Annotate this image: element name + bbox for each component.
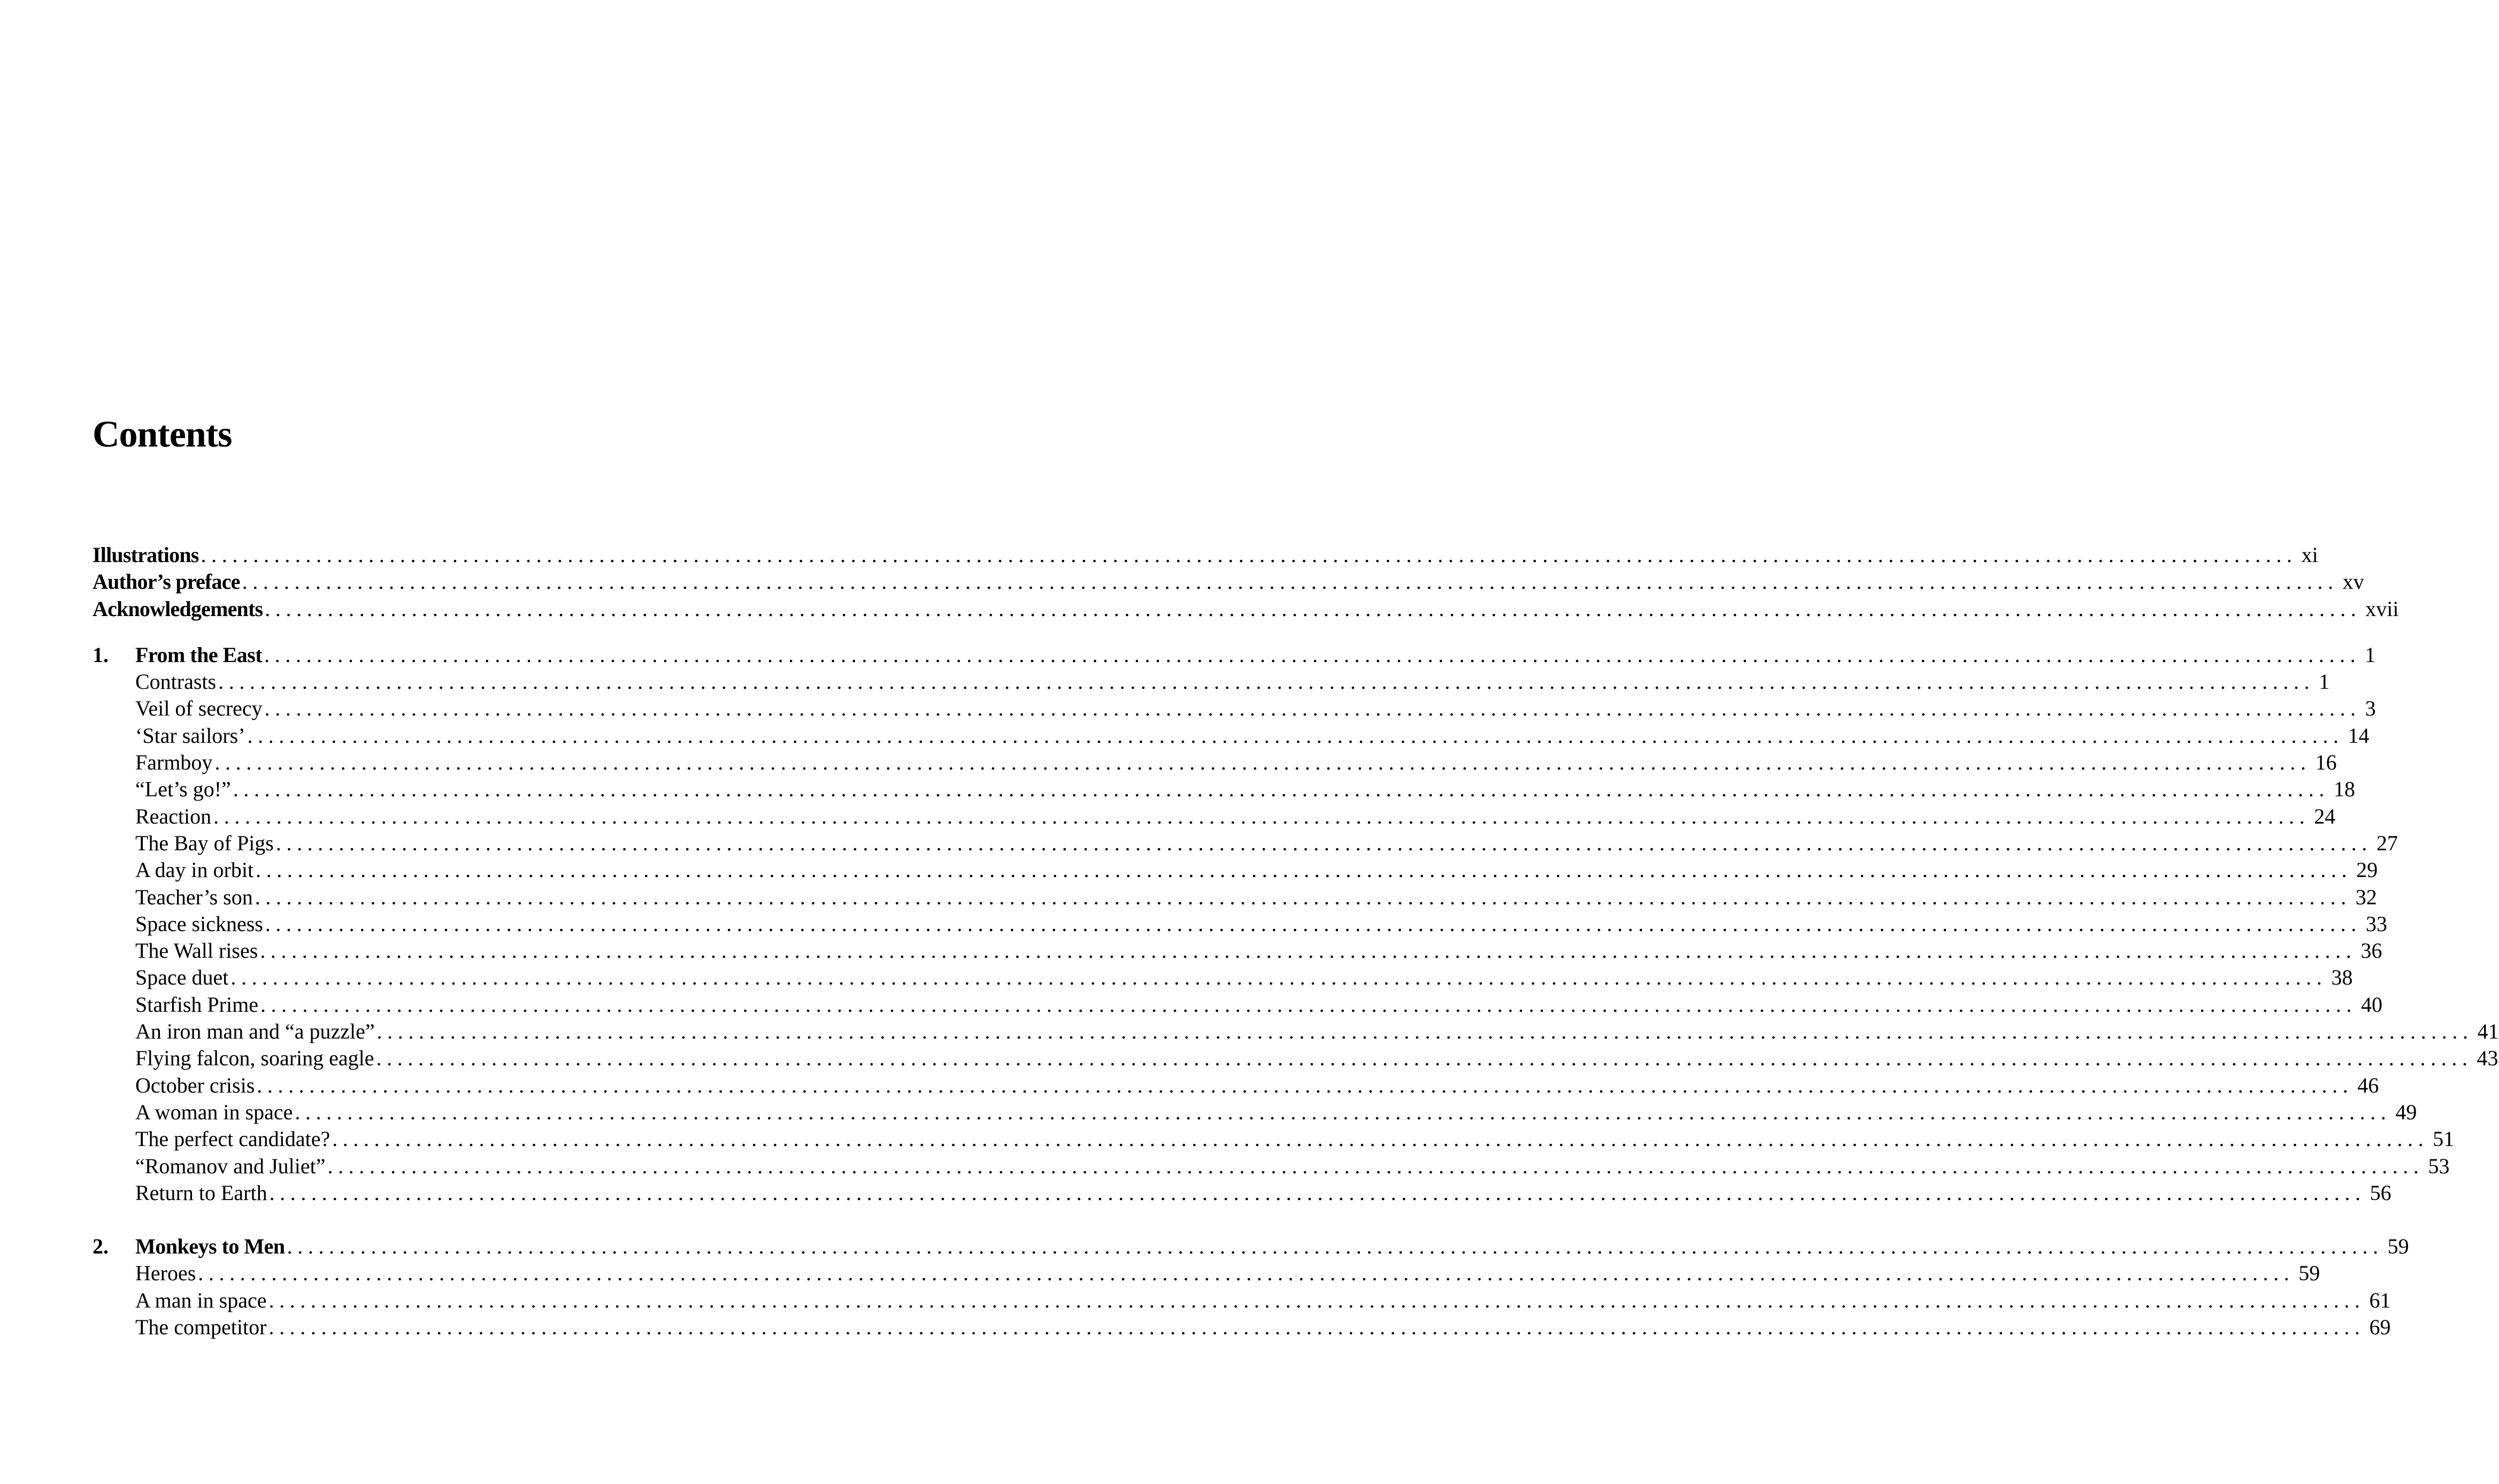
dot-leader: ........................................................................................................................................................................................................: [255, 885, 2351, 909]
toc-section-entry[interactable]: [93, 964, 2353, 991]
toc-entry-authors-preface[interactable]: [93, 568, 2364, 595]
toc-section-entry[interactable]: [93, 1287, 2391, 1314]
dot-leader: ........................................................................................................................................................................................................: [242, 570, 2339, 594]
chapter-number: 2.: [93, 1234, 109, 1259]
toc-section-page: 3: [2365, 696, 2376, 721]
toc-section-title: A man in space: [135, 1288, 267, 1312]
toc-section-page: 56: [2370, 1180, 2392, 1205]
toc-section-page: 51: [2433, 1127, 2455, 1151]
toc-section-title: Heroes: [135, 1261, 196, 1286]
toc-section-entry[interactable]: [93, 1018, 2499, 1045]
dot-leader: ........................................................................................................................................................................................................: [264, 642, 2361, 667]
toc-section-page: 61: [2369, 1288, 2391, 1312]
dot-leader: ........................................................................................................................................................................................................: [268, 1315, 2365, 1340]
toc-section-page: 53: [2428, 1154, 2450, 1178]
dot-leader: ........................................................................................................................................................................................................: [265, 596, 2362, 621]
dot-leader: ........................................................................................................................................................................................................: [247, 723, 2344, 748]
chapter-heading[interactable]: [93, 1233, 2409, 1260]
toc-section-title: The Bay of Pigs: [135, 831, 274, 855]
toc-entry-acknowledgements[interactable]: [93, 596, 2399, 622]
toc-section-title: Farmboy: [135, 750, 213, 775]
toc-section-page: 36: [2360, 939, 2382, 963]
table-of-contents: [93, 542, 2499, 1341]
dot-leader: ........................................................................................................................................................................................................: [213, 804, 2310, 828]
toc-section-page: 46: [2357, 1073, 2379, 1097]
dot-leader: ........................................................................................................................................................................................................: [214, 750, 2311, 775]
toc-section-title: Starfish Prime: [135, 992, 258, 1017]
section-spacer: [93, 622, 899, 642]
toc-section-title: Space sickness: [135, 911, 263, 936]
toc-entry-title: Illustrations: [93, 543, 199, 567]
toc-section-entry[interactable]: [93, 695, 2376, 722]
toc-section-entry[interactable]: [93, 1314, 2391, 1341]
toc-section-page: 40: [2360, 992, 2382, 1017]
toc-section-title: The Wall rises: [135, 939, 258, 963]
chapter-heading[interactable]: [93, 642, 2376, 668]
toc-section-title: A day in orbit: [135, 858, 254, 882]
dot-leader: ........................................................................................................................................................................................................: [257, 1073, 2354, 1097]
dot-leader: ........................................................................................................................................................................................................: [327, 1154, 2424, 1178]
toc-entry-title: Acknowledgements: [93, 596, 263, 621]
toc-section-entry[interactable]: [93, 857, 2378, 883]
toc-section-title: An iron man and “a puzzle”: [135, 1019, 375, 1044]
dot-leader: ........................................................................................................................................................................................................: [260, 992, 2357, 1017]
toc-section-page: 18: [2333, 777, 2355, 802]
toc-section-title: Reaction: [135, 804, 212, 828]
toc-section-title: A woman in space: [135, 1099, 293, 1124]
chapter-number: 1.: [93, 642, 109, 667]
toc-section-page: 33: [2365, 911, 2387, 936]
dot-leader: ........................................................................................................................................................................................................: [268, 1288, 2365, 1312]
toc-section-entry[interactable]: [93, 911, 2387, 937]
chapter-title: From the East: [135, 642, 263, 667]
toc-section-entry[interactable]: [93, 1099, 2417, 1126]
section-spacer: [93, 1206, 899, 1233]
toc-section-title: October crisis: [135, 1073, 255, 1097]
toc-section-page: 38: [2331, 965, 2353, 990]
dot-leader: ........................................................................................................................................................................................................: [230, 965, 2327, 990]
chapter-title: Monkeys to Men: [135, 1234, 285, 1259]
chapter-2: [93, 1233, 2409, 1341]
toc-section-page: 24: [2314, 804, 2336, 828]
dot-leader: ........................................................................................................................................................................................................: [295, 1099, 2392, 1124]
dot-leader: ........................................................................................................................................................................................................: [269, 1180, 2366, 1205]
chapter-1: [93, 642, 2499, 1206]
toc-section-title: “Romanov and Juliet”: [135, 1154, 326, 1178]
toc-section-page: 14: [2348, 723, 2370, 748]
toc-section-title: The perfect candidate?: [135, 1127, 330, 1151]
toc-section-entry[interactable]: [93, 830, 2398, 857]
toc-section-page: 43: [2477, 1046, 2498, 1071]
toc-section-title: Return to Earth: [135, 1180, 267, 1205]
toc-section-title: Space duet: [135, 965, 229, 990]
dot-leader: ........................................................................................................................................................................................................: [198, 1261, 2295, 1286]
toc-section-page: 69: [2369, 1315, 2391, 1340]
dot-leader: ........................................................................................................................................................................................................: [376, 1019, 2473, 1044]
toc-section-page: 32: [2355, 885, 2377, 909]
dot-leader: ........................................................................................................................................................................................................: [264, 696, 2361, 721]
toc-section-entry[interactable]: [93, 722, 2370, 749]
dot-leader: ........................................................................................................................................................................................................: [376, 1046, 2473, 1071]
toc-section-page: 59: [2298, 1261, 2320, 1286]
page-title: Contents: [93, 414, 232, 455]
toc-section-entry[interactable]: [93, 1045, 2498, 1072]
toc-section-entry[interactable]: [93, 776, 2355, 803]
dot-leader: ........................................................................................................................................................................................................: [332, 1127, 2429, 1151]
toc-section-page: 16: [2315, 750, 2337, 775]
toc-entry-page: xvii: [2365, 596, 2399, 621]
toc-entry-title: Author’s preface: [93, 570, 240, 594]
dot-leader: ........................................................................................................................................................................................................: [256, 858, 2352, 882]
toc-section-entry[interactable]: [93, 1072, 2379, 1099]
toc-section-title: Veil of secrecy: [135, 696, 263, 721]
chapter-page: 59: [2387, 1234, 2409, 1259]
toc-section-title: Flying falcon, soaring eagle: [135, 1046, 374, 1071]
chapter-2-sections: [93, 1260, 2391, 1341]
toc-entry-illustrations[interactable]: [93, 542, 2318, 568]
toc-section-page: 27: [2376, 831, 2398, 855]
toc-section-entry[interactable]: [93, 803, 2336, 830]
toc-section-page: 29: [2356, 858, 2378, 882]
toc-section-page: 1: [2319, 670, 2330, 694]
toc-section-title: ‘Star sailors’: [135, 723, 245, 748]
toc-entry-page: xv: [2342, 570, 2364, 594]
toc-section-entry[interactable]: [93, 1180, 2392, 1206]
toc-section-entry[interactable]: [93, 937, 2382, 964]
dot-leader: ........................................................................................................................................................................................................: [233, 777, 2329, 802]
toc-section-title: Contrasts: [135, 670, 217, 694]
chapter-page: 1: [2365, 642, 2376, 667]
toc-section-entry[interactable]: [93, 1126, 2455, 1152]
toc-section-entry[interactable]: [93, 1153, 2450, 1180]
toc-section-entry[interactable]: [93, 991, 2382, 1018]
toc-section-entry[interactable]: [93, 749, 2337, 776]
chapter-1-sections: [93, 668, 2499, 1206]
dot-leader: ........................................................................................................................................................................................................: [265, 911, 2362, 936]
dot-leader: ........................................................................................................................................................................................................: [218, 670, 2315, 694]
toc-section-page: 49: [2395, 1099, 2417, 1124]
toc-section-title: The competitor: [135, 1315, 267, 1340]
toc-section-title: Teacher’s son: [135, 885, 253, 909]
dot-leader: ........................................................................................................................................................................................................: [201, 543, 2297, 567]
dot-leader: ........................................................................................................................................................................................................: [275, 831, 2372, 855]
dot-leader: ........................................................................................................................................................................................................: [287, 1234, 2383, 1259]
dot-leader: ........................................................................................................................................................................................................: [260, 939, 2357, 963]
toc-section-title: “Let’s go!”: [135, 777, 231, 802]
toc-section-page: 41: [2477, 1019, 2499, 1044]
front-matter-list: [93, 542, 2399, 622]
toc-section-entry[interactable]: [93, 668, 2330, 695]
toc-section-entry[interactable]: [93, 884, 2377, 911]
toc-section-entry[interactable]: [93, 1260, 2320, 1287]
toc-entry-page: xi: [2301, 543, 2318, 567]
